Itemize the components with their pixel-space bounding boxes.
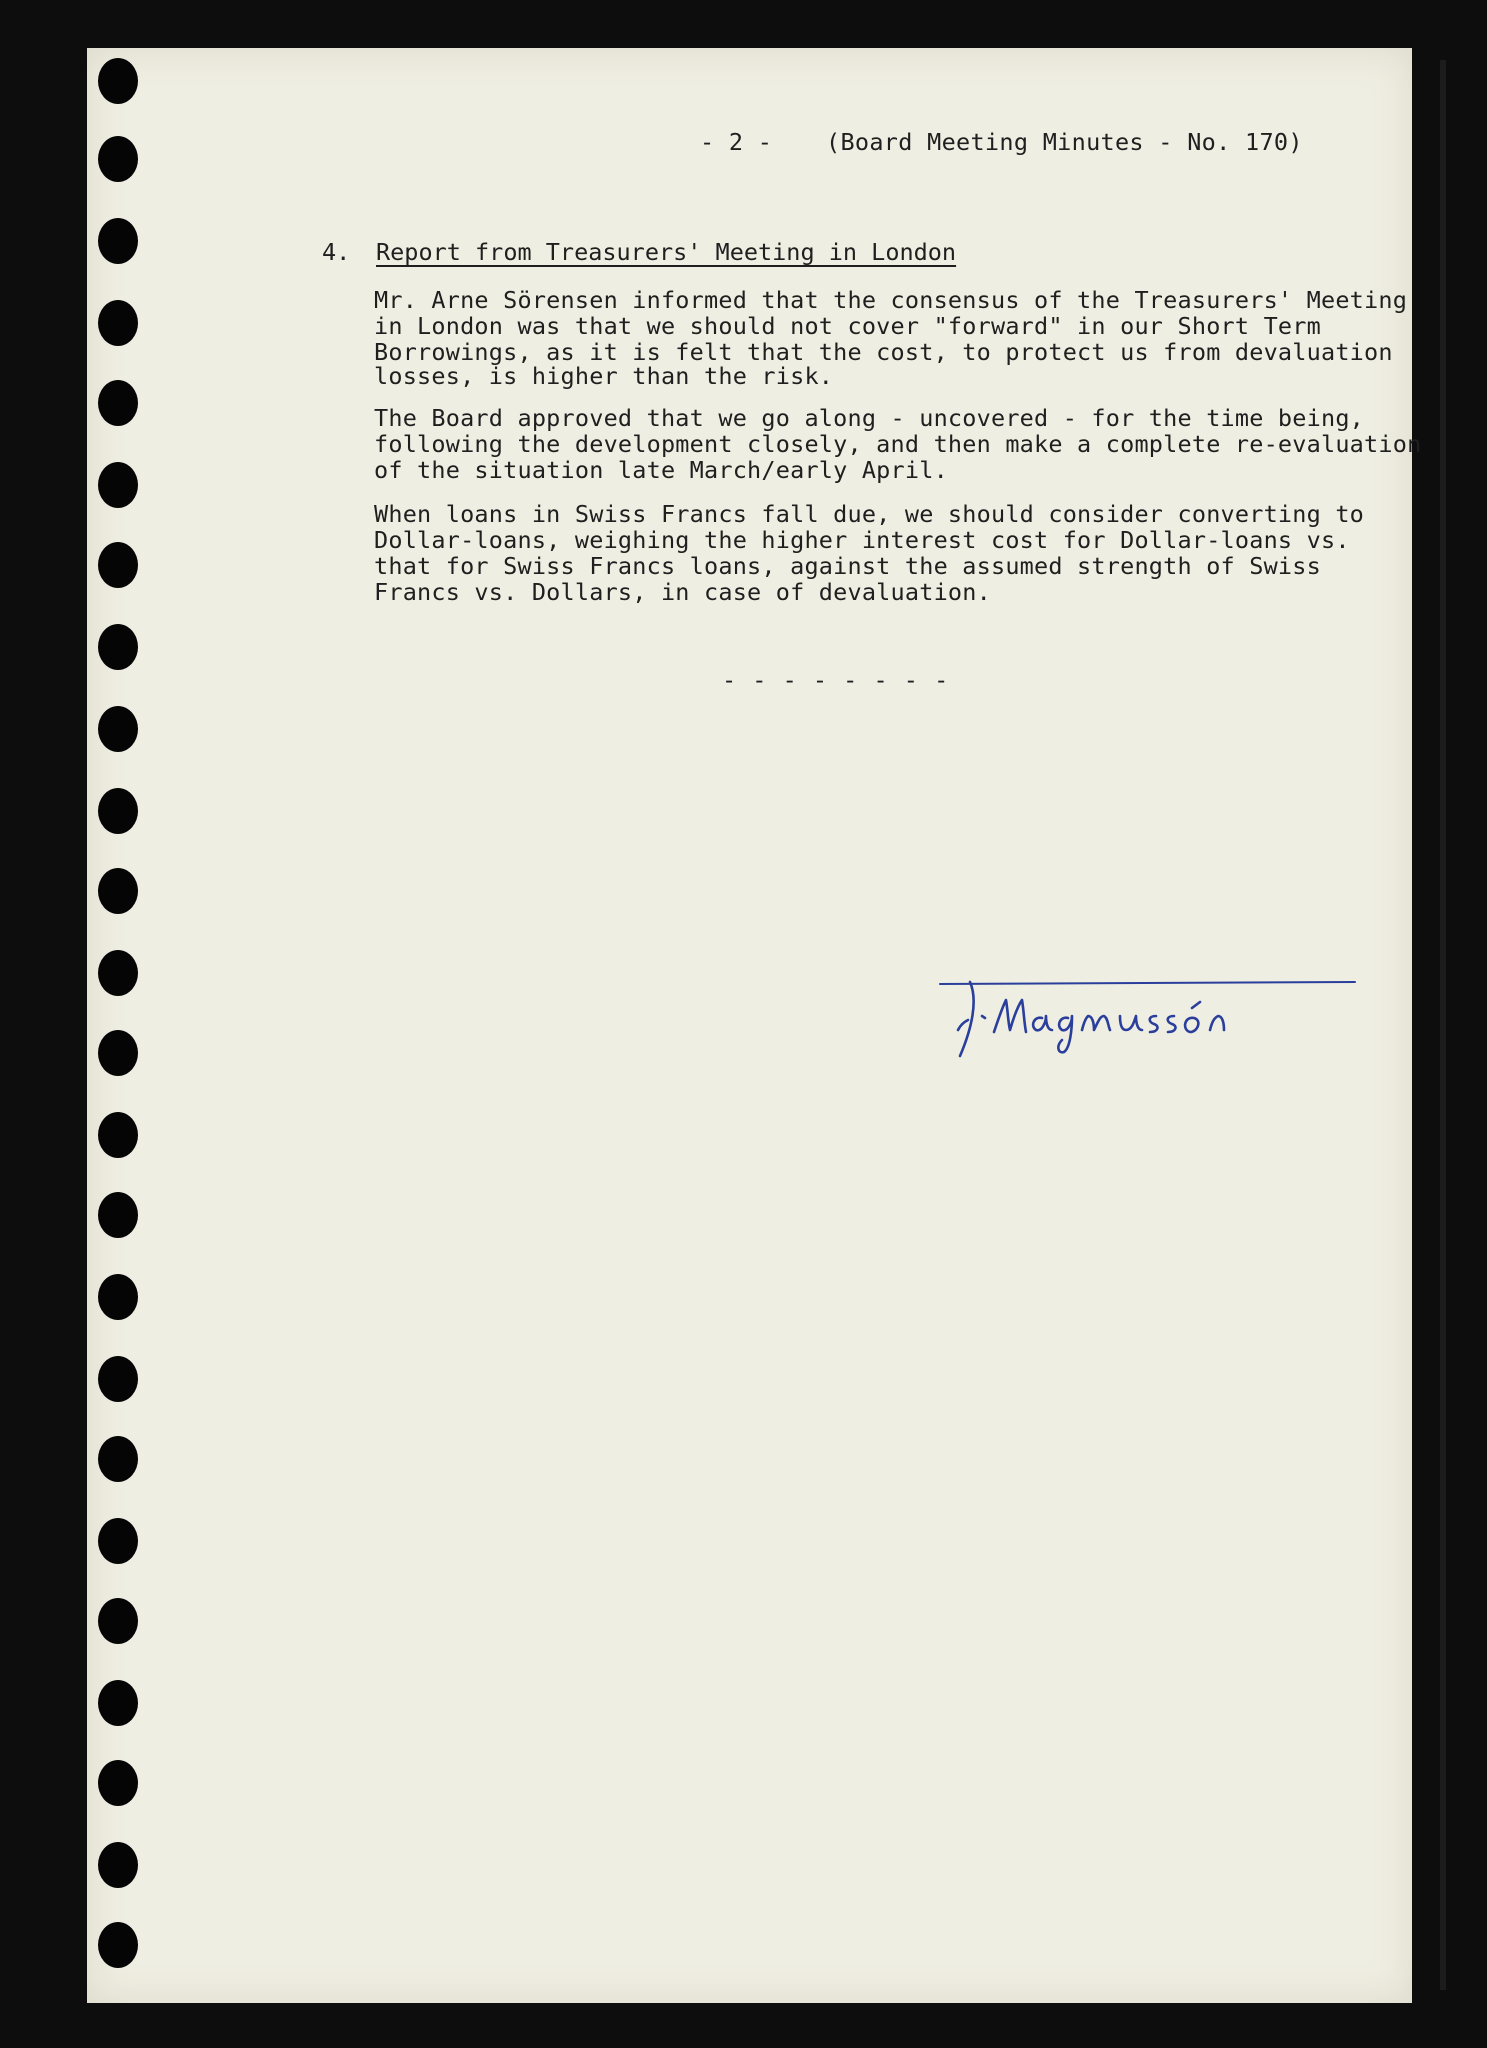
page-number: - 2 - <box>700 128 773 156</box>
binder-hole <box>98 58 138 104</box>
paragraph-line: The Board approved that we go along - uncovered - for the time being, <box>374 404 1365 432</box>
binder-hole <box>98 624 138 670</box>
binder-hole <box>98 1680 138 1726</box>
paragraph-line: following the development closely, and then make a complete re-evaluation <box>374 430 1422 458</box>
binder-hole <box>98 218 138 264</box>
binder-hole <box>98 300 138 346</box>
binder-hole <box>98 1192 138 1238</box>
binder-hole <box>98 462 138 508</box>
paragraph-line: Francs vs. Dollars, in case of devaluation. <box>374 578 991 606</box>
binder-hole <box>98 706 138 752</box>
paragraph-line: in London was that we should not cover "forward" in our Short Term <box>374 312 1321 340</box>
binder-hole <box>98 1922 138 1968</box>
paragraph-line: When loans in Swiss Francs fall due, we should consider converting to <box>374 500 1365 528</box>
binder-hole <box>98 1436 138 1482</box>
binder-hole <box>98 1274 138 1320</box>
binder-hole <box>98 1356 138 1402</box>
binder-hole <box>98 788 138 834</box>
binder-hole <box>98 868 138 914</box>
paragraph-line: Mr. Arne Sörensen informed that the consensus of the Treasurers' Meeting <box>374 286 1408 314</box>
binder-hole <box>98 1842 138 1888</box>
section-title: Report from Treasurers' Meeting in London <box>376 238 957 266</box>
binder-hole <box>98 1518 138 1564</box>
paragraph-line: that for Swiss Francs loans, against the assumed strength of Swiss <box>374 552 1321 580</box>
section-number: 4. <box>322 238 351 266</box>
paragraph-line: Borrowings, as it is felt that the cost, to protect us from devaluation <box>374 338 1393 366</box>
binder-hole <box>98 1112 138 1158</box>
binder-hole <box>98 1598 138 1644</box>
page-edge <box>1440 60 1446 1990</box>
section-separator: - - - - - - - - <box>722 666 950 694</box>
paragraph-line: losses, is higher than the risk. <box>374 362 834 390</box>
binder-hole <box>98 950 138 996</box>
binder-hole <box>98 542 138 588</box>
binder-hole <box>98 136 138 182</box>
binder-hole <box>98 380 138 426</box>
binder-hole <box>98 1760 138 1806</box>
handwritten-signature <box>930 960 1360 1070</box>
binder-hole <box>98 1030 138 1076</box>
minutes-reference: (Board Meeting Minutes - No. 170) <box>826 128 1303 156</box>
paragraph-line: of the situation late March/early April. <box>374 456 948 484</box>
paragraph-line: Dollar-loans, weighing the higher interest cost for Dollar-loans vs. <box>374 526 1350 554</box>
